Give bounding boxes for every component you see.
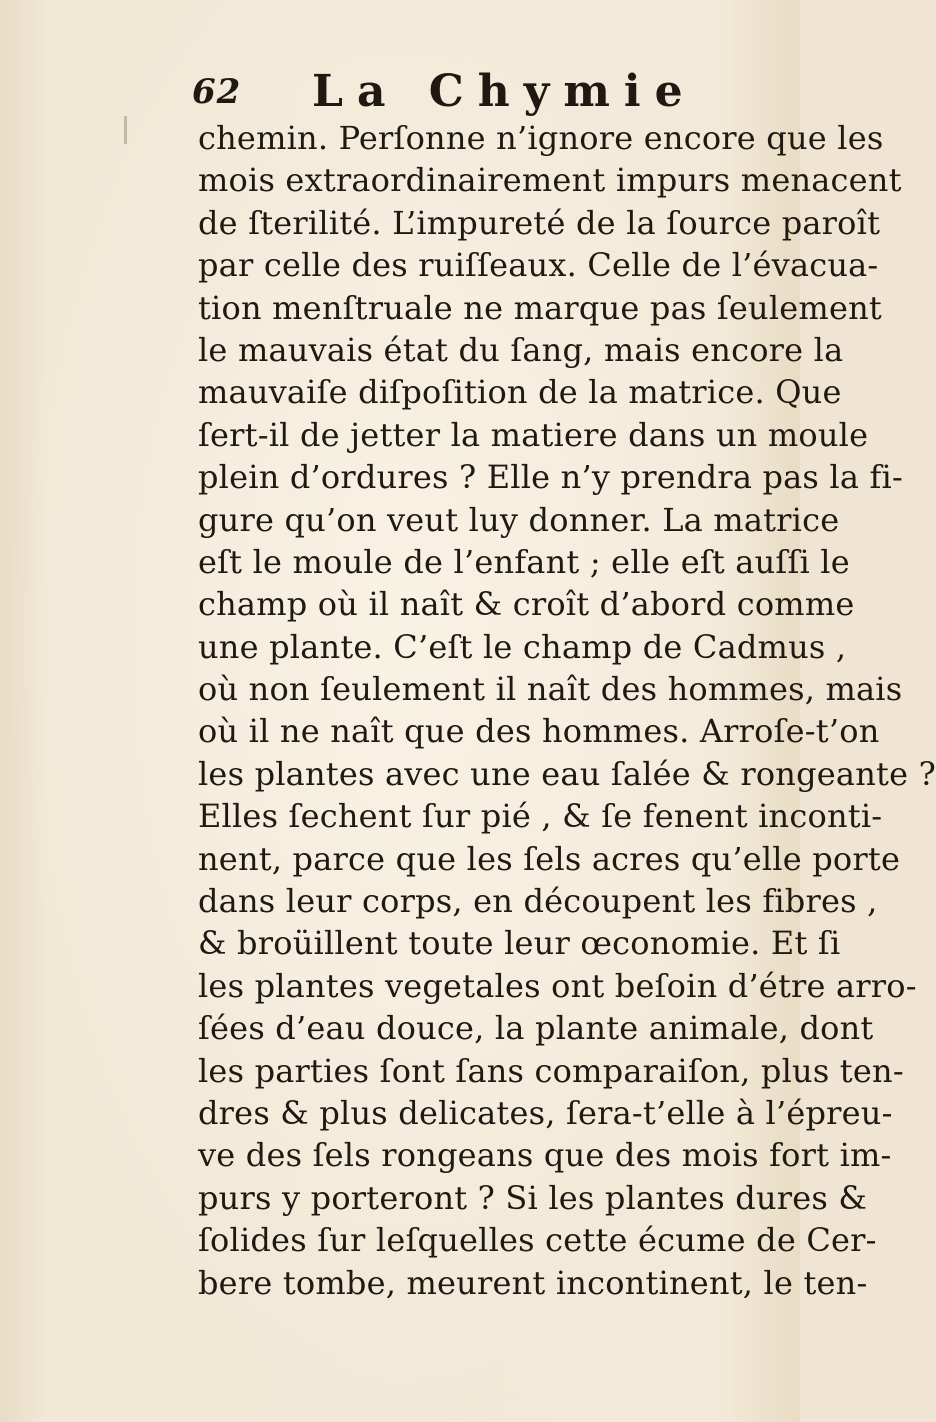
text-line: gure qu’on veut luy donner. La matrice [198,500,840,539]
text-line: une plante. C’eſt le champ de Cadmus , [198,627,847,666]
text-line: ſert-il de jetter la matiere dans un moule [198,415,869,454]
text-line: mois extraordinairement impurs menacent [198,161,902,200]
running-title: La Chymie [312,66,697,117]
page-number: 62 [192,72,242,112]
text-line: bere tombe, meurent incontinent, le ten- [198,1263,868,1302]
body-text [198,117,936,1304]
text-line: ſolides ſur leſquelles cette écume de Cer- [198,1221,877,1260]
text-line: le mauvais état du ſang, mais encore la [198,330,844,369]
text-line: par celle des ruiſſeaux. Celle de l’évacua- [198,246,879,285]
text-line: dans leur corps, en découpent les fibres , [198,882,878,921]
text-line: champ où il naît & croît d’abord comme [198,585,855,624]
running-head [192,62,712,122]
text-line: ſées d’eau douce, la plante animale, dont [198,1009,874,1048]
text-line: & broüillent toute leur œconomie. Et ſi [198,924,841,963]
text-line: purs y porteront ? Si les plantes dures & [198,1178,868,1217]
text-line: les plantes avec une eau ſalée & rongeante ? [198,754,936,793]
text-line: mauvaiſe diſpoſition de la matrice. Que [198,373,842,412]
text-line: où il ne naît que des hommes. Arroſe-t’on [198,712,880,751]
text-line: ve des ſels rongeans que des mois fort im- [198,1136,892,1175]
text-line: nent, parce que les ſels acres qu’elle porte [198,839,901,878]
text-line: plein d’ordures ? Elle n’y prendra pas la fi- [198,458,903,497]
text-line: les parties ſont ſans comparaiſon, plus ten- [198,1051,904,1090]
text-line: tion menſtruale ne marque pas ſeulement [198,288,882,327]
text-line: Elles ſechent ſur pié , & ſe fenent inconti- [198,797,883,836]
text-line: chemin. Perſonne n’ignore encore que les [198,119,884,157]
text-line: de ſterilité. L’impureté de la ſource paroît [198,203,881,242]
text-line: eſt le moule de l’enfant ; elle eſt auſſi le [198,542,850,581]
text-line: dres & plus delicates, ſera-t’elle à l’épreu- [198,1093,893,1132]
page-edge-mark [124,116,127,144]
text-line: les plantes vegetales ont beſoin d’étre arro- [198,966,917,1005]
text-line: où non ſeulement il naît des hommes, mais [198,670,903,709]
